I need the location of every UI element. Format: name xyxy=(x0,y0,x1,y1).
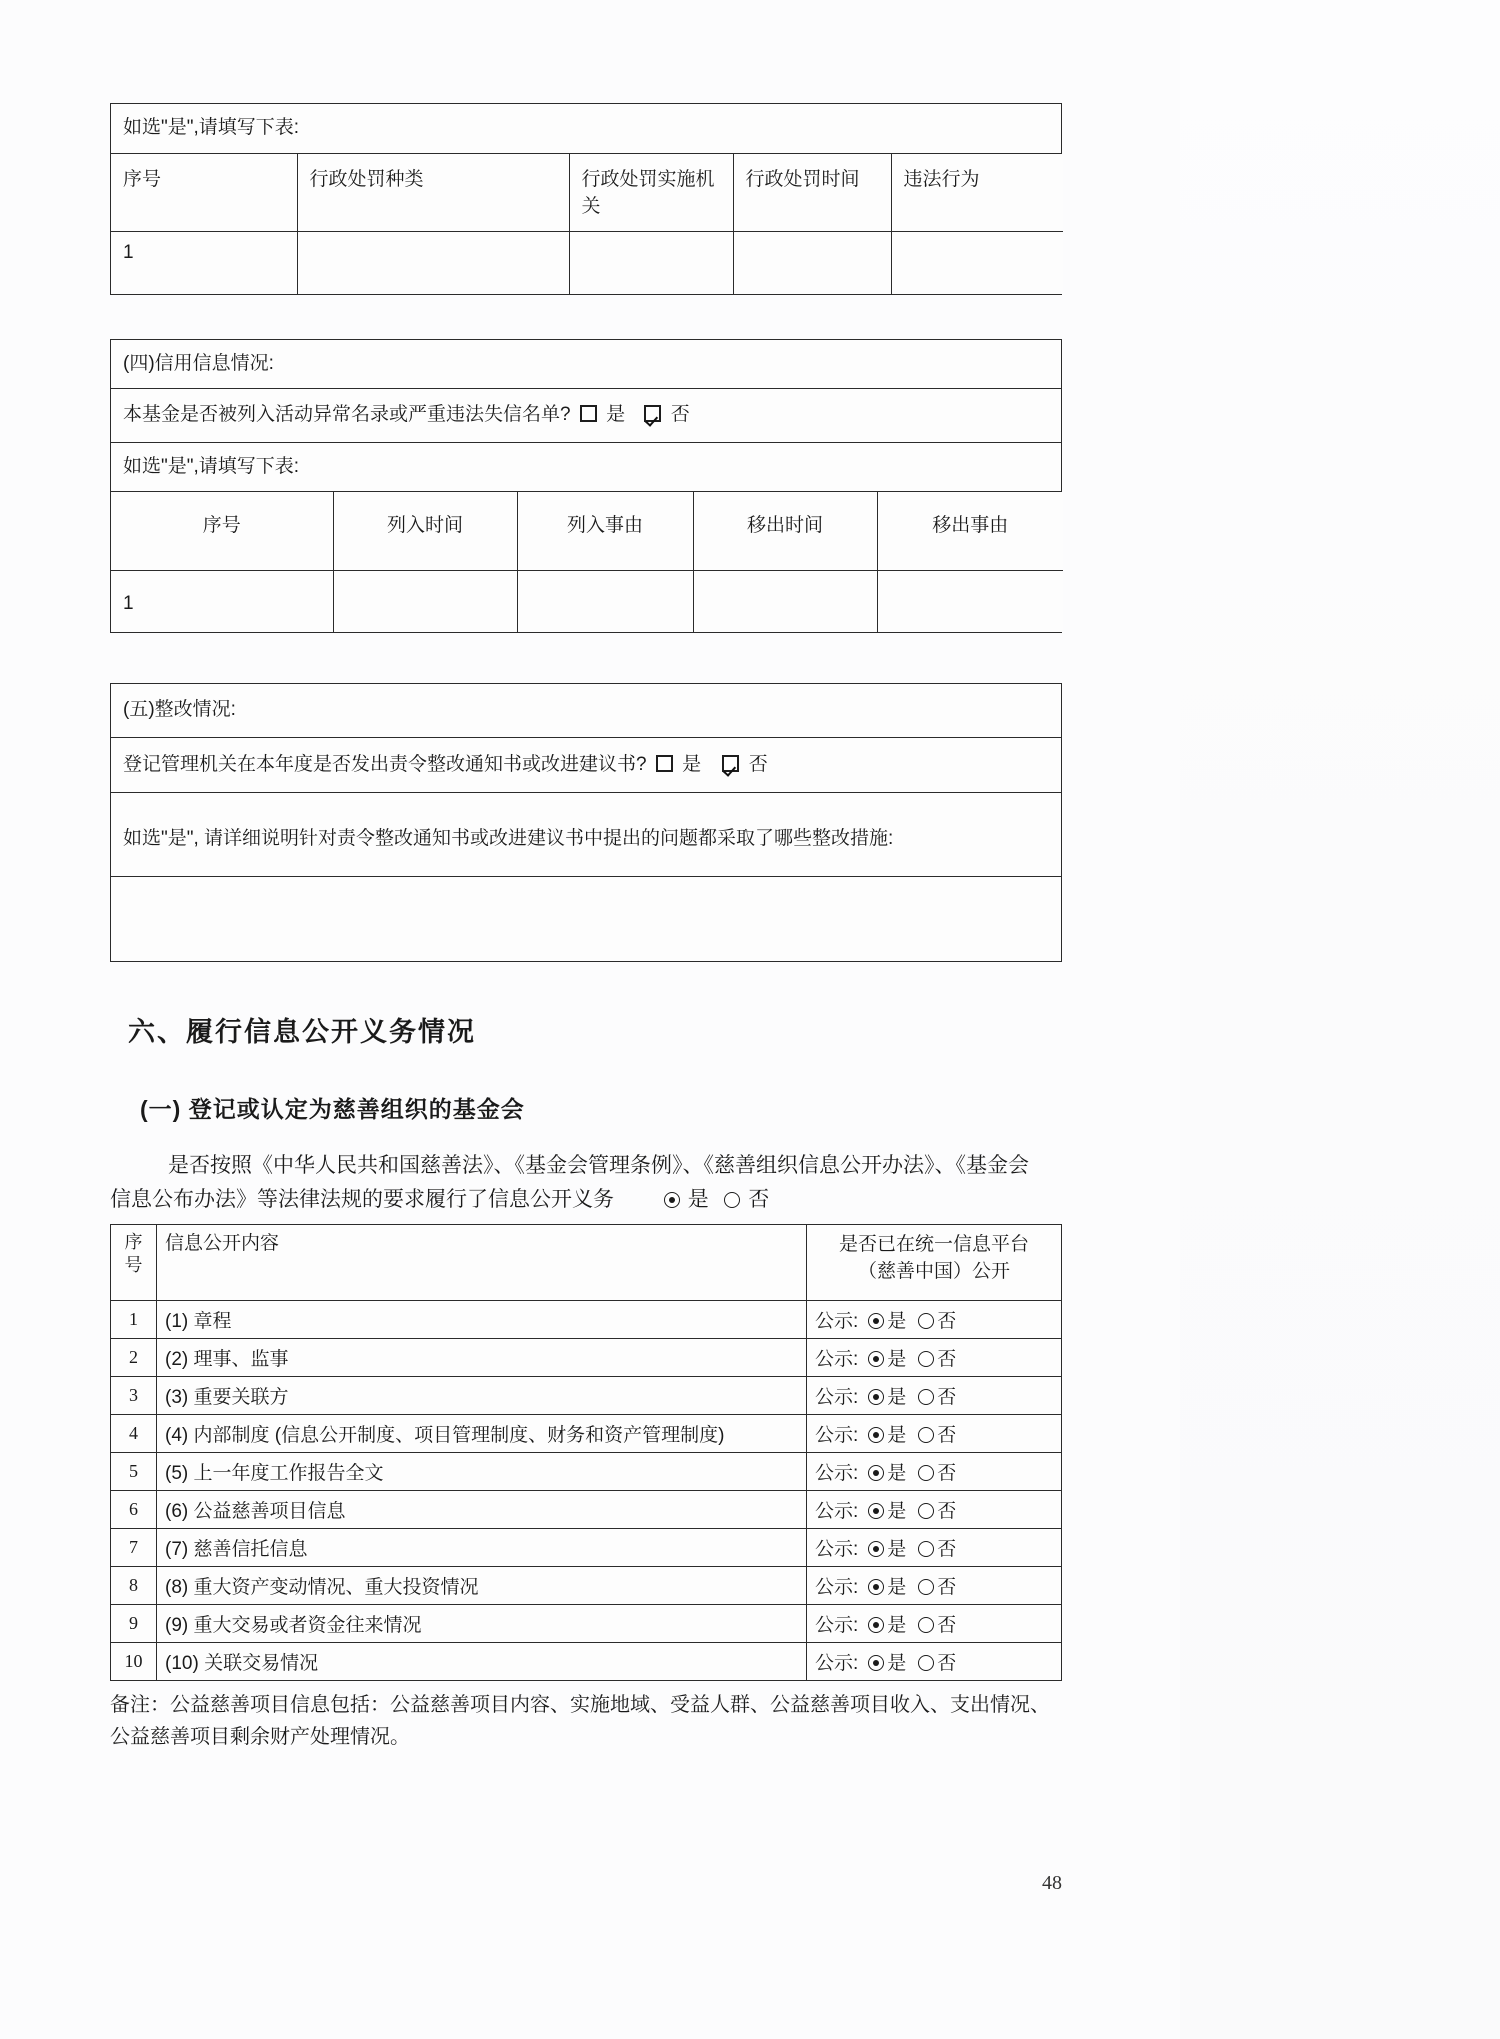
publish-label: 公示: xyxy=(815,1348,859,1370)
credit-section-title: (四)信用信息情况: xyxy=(123,352,274,374)
disclosure-row-content: (7) 慈善信托信息 xyxy=(157,1528,807,1566)
credit-cell-list-time[interactable] xyxy=(333,570,517,632)
credit-yes-label: 是 xyxy=(606,404,626,425)
intro-yes-label: 是 xyxy=(687,1186,709,1211)
penalty-prompt-text: 如选"是",请填写下表: xyxy=(123,117,300,138)
note-text-line2: 公益慈善项目剩余财产处理情况。 xyxy=(110,1725,410,1748)
publish-no-radio[interactable] xyxy=(918,1617,934,1633)
publish-yes-label: 是 xyxy=(887,1310,907,1332)
disclosure-header-content: 信息公开内容 xyxy=(157,1224,807,1300)
penalty-header-time: 行政处罚时间 xyxy=(733,154,891,232)
publish-yes-radio[interactable] xyxy=(868,1389,884,1405)
publish-yes-radio[interactable] xyxy=(868,1351,884,1367)
publish-yes-label: 是 xyxy=(887,1652,907,1674)
penalty-cell-index: 1 xyxy=(111,232,297,294)
disclosure-row-index: 7 xyxy=(111,1528,157,1566)
disclosure-row-index: 1 xyxy=(111,1300,157,1338)
disclosure-row-content: (3) 重要关联方 xyxy=(157,1376,807,1414)
intro-no-radio[interactable] xyxy=(724,1192,740,1208)
publish-label: 公示: xyxy=(815,1462,859,1484)
rectification-section-title: (五)整改情况: xyxy=(123,699,236,720)
publish-yes-label: 是 xyxy=(887,1614,907,1636)
credit-cell-remove-time[interactable] xyxy=(693,570,877,632)
disclosure-row-publish-cell xyxy=(807,1604,1062,1642)
rectification-no-label: 否 xyxy=(748,753,768,775)
credit-header-index: 序号 xyxy=(111,492,333,570)
disclosure-row-publish-cell xyxy=(807,1566,1062,1604)
publish-yes-label: 是 xyxy=(887,1348,907,1370)
publish-yes-label: 是 xyxy=(887,1500,907,1522)
penalty-header-violation: 违法行为 xyxy=(891,154,1063,232)
publish-yes-radio[interactable] xyxy=(868,1617,884,1633)
table-row xyxy=(111,1338,1062,1376)
disclosure-row-index: 6 xyxy=(111,1490,157,1528)
publish-no-radio[interactable] xyxy=(918,1389,934,1405)
disclosure-row-publish-cell xyxy=(807,1338,1062,1376)
publish-yes-label: 是 xyxy=(887,1462,907,1484)
credit-no-label: 否 xyxy=(670,404,690,425)
disclosure-row-index: 5 xyxy=(111,1452,157,1490)
publish-yes-radio[interactable] xyxy=(868,1579,884,1595)
publish-label: 公示: xyxy=(815,1576,859,1598)
publish-label: 公示: xyxy=(815,1538,859,1560)
credit-header-list-time: 列入时间 xyxy=(333,492,517,570)
publish-yes-label: 是 xyxy=(887,1538,907,1560)
credit-prompt-text: 如选"是",请填写下表: xyxy=(123,455,300,477)
disclosure-row-index: 4 xyxy=(111,1414,157,1452)
table-row xyxy=(111,1376,1062,1414)
disclosure-header-row xyxy=(111,1224,1062,1300)
publish-no-label: 否 xyxy=(937,1500,957,1522)
publish-no-label: 否 xyxy=(937,1614,957,1636)
disclosure-row-publish-cell xyxy=(807,1300,1062,1338)
intro-line-2 xyxy=(110,1182,1062,1216)
publish-label: 公示: xyxy=(815,1500,859,1522)
disclosure-row-publish-cell xyxy=(807,1490,1062,1528)
publish-no-radio[interactable] xyxy=(918,1655,934,1671)
penalty-table xyxy=(111,154,1063,294)
publish-label: 公示: xyxy=(815,1386,859,1408)
publish-yes-radio[interactable] xyxy=(868,1427,884,1443)
credit-info-block xyxy=(110,339,1062,634)
publish-label: 公示: xyxy=(815,1310,859,1332)
publish-yes-radio[interactable] xyxy=(868,1541,884,1557)
publish-no-radio[interactable] xyxy=(918,1427,934,1443)
intro-text-line2: 信息公布办法》等法律法规的要求履行了信息公开义务 xyxy=(110,1186,614,1211)
publish-no-label: 否 xyxy=(937,1652,957,1674)
rectification-block xyxy=(110,683,1062,962)
credit-header-list-reason: 列入事由 xyxy=(517,492,693,570)
penalty-cell-violation[interactable] xyxy=(891,232,1063,294)
credit-cell-remove-reason[interactable] xyxy=(877,570,1063,632)
credit-title-row xyxy=(111,340,1061,390)
rectification-title-row xyxy=(111,684,1061,738)
disclosure-row-index: 3 xyxy=(111,1376,157,1414)
disclosure-row-publish-cell xyxy=(807,1376,1062,1414)
publish-yes-label: 是 xyxy=(887,1386,907,1408)
disclosure-row-content: (10) 关联交易情况 xyxy=(157,1642,807,1680)
publish-label: 公示: xyxy=(815,1424,859,1446)
disclosure-row-content: (4) 内部制度 (信息公开制度、项目管理制度、财务和资产管理制度) xyxy=(157,1414,807,1452)
disclosure-row-content: (5) 上一年度工作报告全文 xyxy=(157,1452,807,1490)
disclosure-table-body xyxy=(111,1300,1062,1680)
publish-no-label: 否 xyxy=(937,1424,957,1446)
credit-header-remove-reason: 移出事由 xyxy=(877,492,1063,570)
credit-cell-list-reason[interactable] xyxy=(517,570,693,632)
rectification-answer-row[interactable] xyxy=(111,877,1061,961)
publish-no-label: 否 xyxy=(937,1576,957,1598)
publish-no-label: 否 xyxy=(937,1348,957,1370)
table-row xyxy=(111,1490,1062,1528)
publish-yes-radio[interactable] xyxy=(868,1313,884,1329)
disclosure-row-index: 10 xyxy=(111,1642,157,1680)
penalty-header-index: 序号 xyxy=(111,154,297,232)
disclosure-row-index: 2 xyxy=(111,1338,157,1376)
table-row xyxy=(111,1604,1062,1642)
note-line-1 xyxy=(110,1689,1062,1721)
publish-no-label: 否 xyxy=(937,1538,957,1560)
publish-no-label: 否 xyxy=(937,1310,957,1332)
publish-yes-radio[interactable] xyxy=(868,1465,884,1481)
credit-table xyxy=(111,492,1063,632)
publish-no-label: 否 xyxy=(937,1386,957,1408)
intro-text-line1: 是否按照《中华人民共和国慈善法》、《基金会管理条例》、《慈善组织信息公开办法》、《基金会 xyxy=(168,1152,1029,1177)
disclosure-row-publish-cell xyxy=(807,1642,1062,1680)
disclosure-row-publish-cell xyxy=(807,1414,1062,1452)
rectification-question-row xyxy=(111,738,1061,794)
publish-label: 公示: xyxy=(815,1652,859,1674)
penalty-cell-authority[interactable] xyxy=(569,232,733,294)
disclosure-row-content: (9) 重大交易或者资金往来情况 xyxy=(157,1604,807,1642)
intro-no-label: 否 xyxy=(748,1186,770,1211)
rectification-yes-label: 是 xyxy=(682,753,702,775)
publish-yes-radio[interactable] xyxy=(868,1655,884,1671)
publish-yes-radio[interactable] xyxy=(868,1503,884,1519)
publish-no-radio[interactable] xyxy=(918,1541,934,1557)
disclosure-row-index: 9 xyxy=(111,1604,157,1642)
rectification-question-text: 登记管理机关在本年度是否发出责令整改通知书或改进建议书? xyxy=(123,753,647,775)
section-six-subheading: (一) 登记或认定为慈善组织的基金会 xyxy=(140,1095,525,1122)
publish-no-radio[interactable] xyxy=(918,1351,934,1367)
rectification-yes-checkbox[interactable] xyxy=(656,755,673,772)
credit-no-checkbox[interactable] xyxy=(644,405,661,422)
rectification-detail-prompt: 如选"是", 请详细说明针对责令整改通知书或改进建议书中提出的问题都采取了哪些整改措施: xyxy=(123,828,894,849)
disclosure-table xyxy=(110,1224,1062,1681)
disclosure-header-platform-line1: 是否已在统一信息平台 xyxy=(838,1233,1029,1255)
table-row xyxy=(111,570,1063,632)
table-row xyxy=(111,1528,1062,1566)
page-number: 48 xyxy=(1042,1872,1062,1894)
disclosure-row-content: (8) 重大资产变动情况、重大投资情况 xyxy=(157,1566,807,1604)
publish-no-label: 否 xyxy=(937,1462,957,1484)
disclosure-note xyxy=(110,1689,1062,1753)
publish-label: 公示: xyxy=(815,1614,859,1636)
publish-no-radio[interactable] xyxy=(918,1465,934,1481)
penalty-cell-kind[interactable] xyxy=(297,232,569,294)
note-line-2 xyxy=(110,1721,1062,1753)
credit-header-remove-time: 移出时间 xyxy=(693,492,877,570)
credit-question-row xyxy=(111,389,1061,443)
penalty-header-row xyxy=(111,154,1063,232)
credit-cell-index: 1 xyxy=(111,570,333,632)
penalty-cell-time[interactable] xyxy=(733,232,891,294)
section-six-intro xyxy=(110,1148,1062,1216)
publish-no-radio[interactable] xyxy=(918,1503,934,1519)
penalty-header-authority: 行政处罚实施机关 xyxy=(569,154,733,232)
rectification-no-checkbox[interactable] xyxy=(722,755,739,772)
table-row xyxy=(111,1452,1062,1490)
section-six-heading: 六、履行信息公开义务情况 xyxy=(128,1016,476,1047)
table-row xyxy=(111,232,1063,294)
publish-no-radio[interactable] xyxy=(918,1313,934,1329)
intro-yes-radio[interactable] xyxy=(664,1192,680,1208)
credit-yes-checkbox[interactable] xyxy=(580,405,597,422)
disclosure-header-index: 序号 xyxy=(111,1224,157,1300)
table-row xyxy=(111,1414,1062,1452)
intro-line-1 xyxy=(110,1148,1062,1182)
credit-prompt-row xyxy=(111,443,1061,493)
disclosure-row-content: (2) 理事、监事 xyxy=(157,1338,807,1376)
penalty-header-kind: 行政处罚种类 xyxy=(297,154,569,232)
rectification-detail-prompt-row xyxy=(111,793,1061,877)
publish-no-radio[interactable] xyxy=(918,1579,934,1595)
disclosure-header-platform-line2: （慈善中国）公开 xyxy=(857,1261,1010,1283)
document-content xyxy=(110,0,1062,1894)
credit-header-row xyxy=(111,492,1063,570)
credit-question-text: 本基金是否被列入活动异常名录或严重违法失信名单? xyxy=(123,404,571,425)
disclosure-row-publish-cell xyxy=(807,1452,1062,1490)
penalty-prompt-row xyxy=(111,104,1061,154)
section-six xyxy=(110,1010,1062,1753)
penalty-table-block xyxy=(110,103,1062,295)
table-row xyxy=(111,1566,1062,1604)
disclosure-row-publish-cell xyxy=(807,1528,1062,1566)
disclosure-row-content: (6) 公益慈善项目信息 xyxy=(157,1490,807,1528)
table-row xyxy=(111,1300,1062,1338)
publish-yes-label: 是 xyxy=(887,1576,907,1598)
disclosure-row-content: (1) 章程 xyxy=(157,1300,807,1338)
disclosure-header-platform xyxy=(807,1224,1062,1300)
note-text-line1: 备注：公益慈善项目信息包括：公益慈善项目内容、实施地域、受益人群、公益慈善项目收入、支出情况、 xyxy=(110,1693,1050,1716)
publish-yes-label: 是 xyxy=(887,1424,907,1446)
table-row xyxy=(111,1642,1062,1680)
disclosure-row-index: 8 xyxy=(111,1566,157,1604)
